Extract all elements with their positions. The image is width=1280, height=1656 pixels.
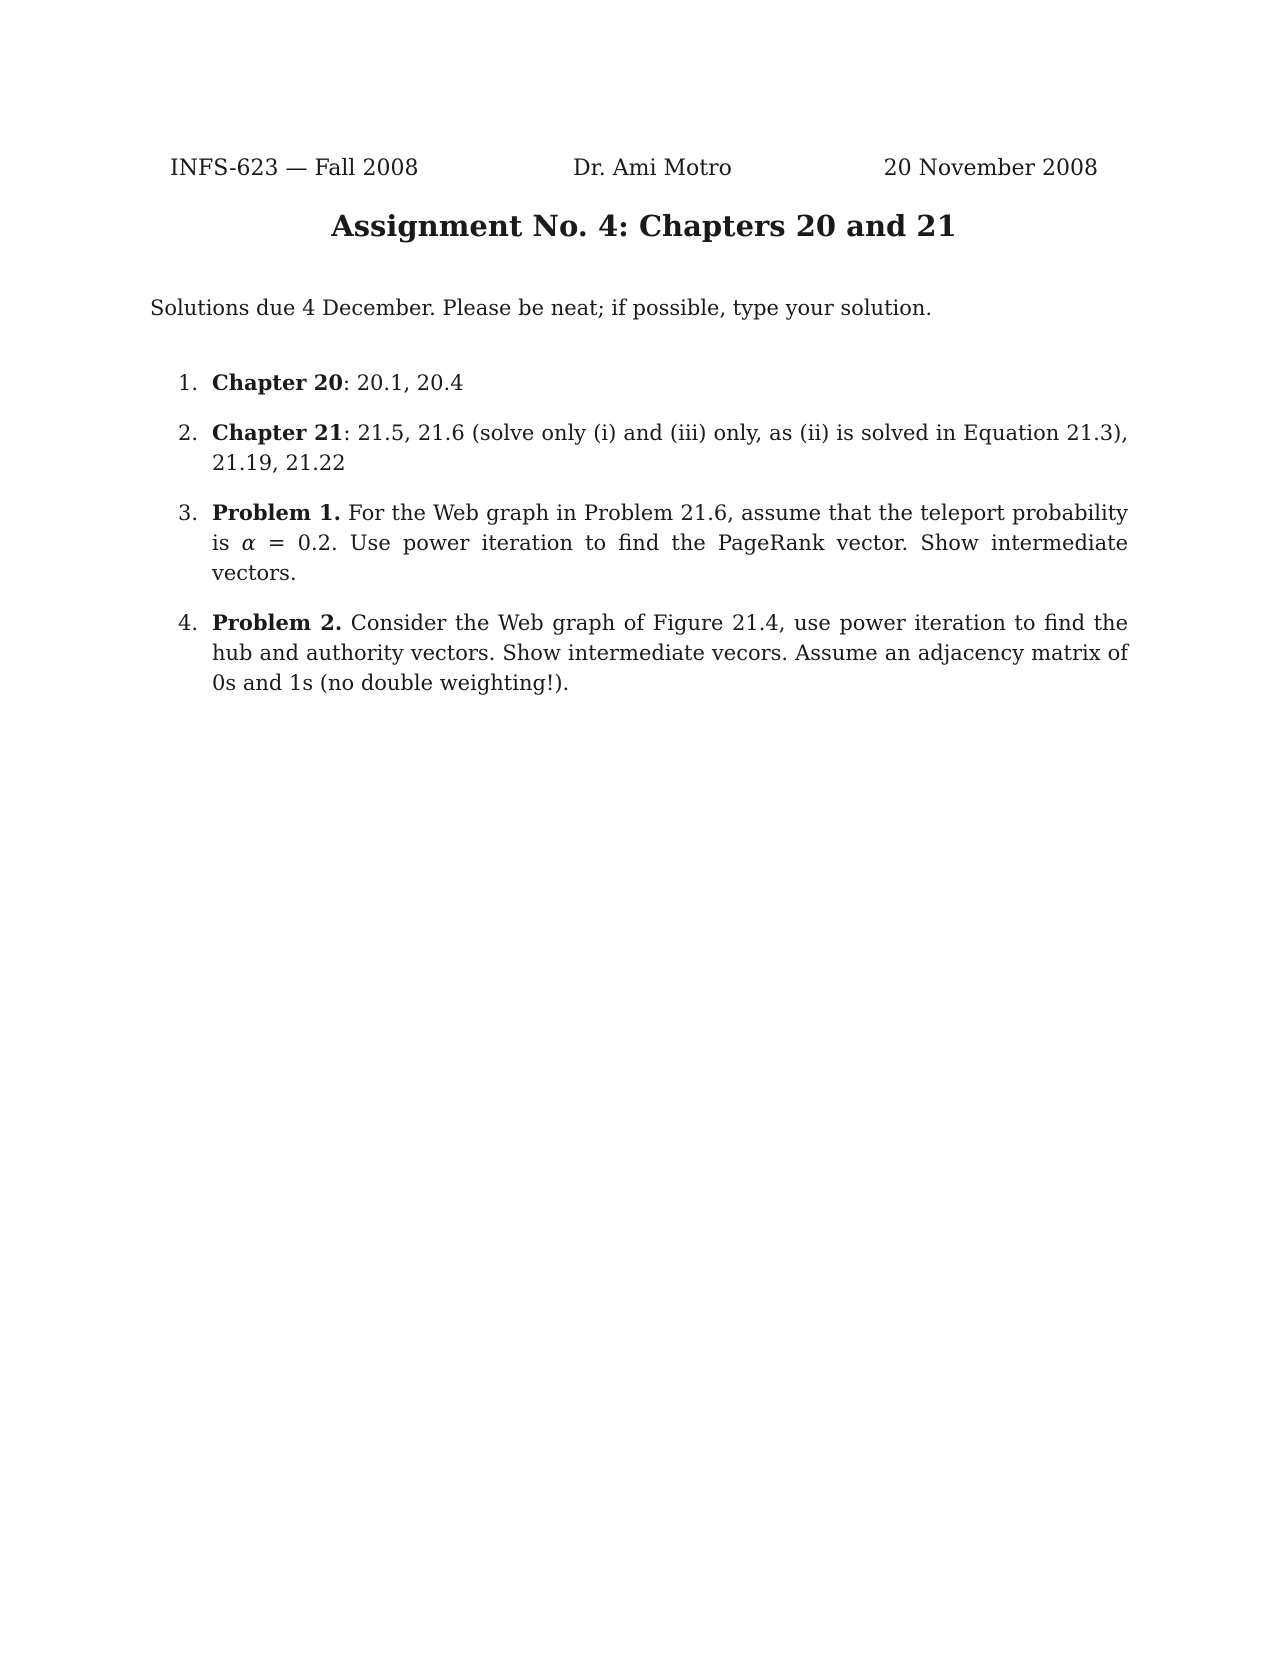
- item-number: 1.: [178, 371, 199, 395]
- item-text: Consider the Web graph of Figure 21.4, use power iteration to find the hub and authority vectors. Show intermediate vecors. Assume an adjacency matrix of 0s and 1s (no double weighting!).: [212, 611, 1129, 695]
- item-text: For the Web graph in Problem 21.6, assume that the teleport probability is: [212, 501, 1128, 555]
- list-item-chapter-21: [150, 418, 1128, 478]
- item-text: : 20.1, 20.4: [342, 371, 464, 395]
- instructor-name: Dr. Ami Motro: [573, 156, 732, 181]
- item-number: 2.: [178, 421, 199, 445]
- page-header: [170, 152, 1098, 186]
- item-label: Chapter 21: [212, 420, 344, 445]
- item-label: Problem 1.: [212, 500, 341, 525]
- list-item-chapter-20: [150, 368, 1128, 398]
- problem-list: [150, 368, 1128, 718]
- item-text-continued: = 0.2. Use power iteration to find the PageRank vector. Show intermediate vectors.: [212, 531, 1129, 585]
- item-label: Problem 2.: [212, 610, 343, 635]
- alpha-symbol: α: [241, 531, 256, 555]
- course-info: INFS-623 — Fall 2008: [170, 156, 419, 181]
- assignment-title: Assignment No. 4: Chapters 20 and 21: [331, 209, 957, 243]
- item-label: Chapter 20: [212, 370, 343, 395]
- item-number: 4.: [178, 611, 199, 635]
- item-number: 3.: [178, 501, 199, 525]
- item-text: : 21.5, 21.6 (solve only (i) and (iii) only, as (ii) is solved in Equation 21.3), 21.19, 21.22: [212, 421, 1128, 475]
- list-item-problem-1: [150, 498, 1128, 588]
- header-date: 20 November 2008: [883, 156, 1098, 181]
- intro-text: Solutions due 4 December. Please be neat; if possible, type your solution.: [150, 296, 933, 320]
- list-item-problem-2: [150, 608, 1128, 698]
